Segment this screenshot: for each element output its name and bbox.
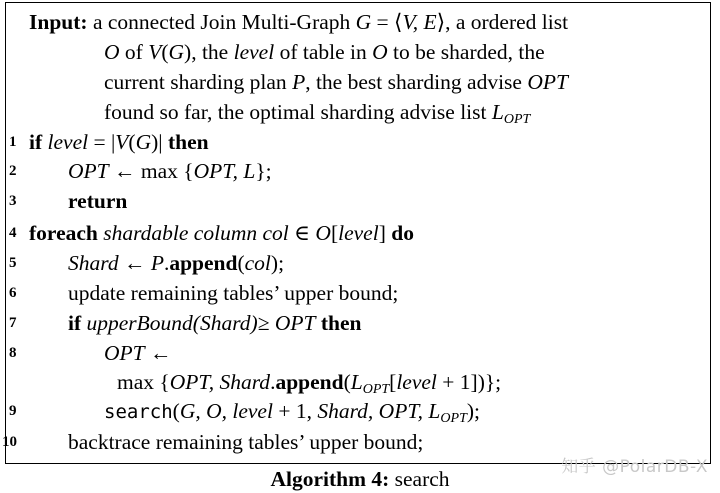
- algo-line-7: if upperBound(Shard)≥ OPT then: [68, 311, 362, 335]
- algo-line-9: search(G, O, level + 1, Shard, OPT, $L_{OPT}$);: [104, 399, 480, 426]
- input-line-3: current sharding plan P, the best sharding advise OPT: [104, 70, 568, 94]
- line-number-4: 4: [9, 225, 17, 241]
- input-label: Input:: [29, 10, 88, 34]
- input-line-1: Input: a connected Join Multi-Graph G = ⟨V, E⟩, a ordered list: [29, 10, 569, 34]
- line-number-3: 3: [9, 193, 17, 209]
- line-number-2: 2: [9, 163, 17, 179]
- watermark: 知乎 @PolarDB-X: [561, 457, 708, 477]
- line-number-9: 9: [9, 403, 17, 419]
- algo-line-8b: max {OPT, $Shard.append(L_{OPT}[level + 1])$};: [117, 370, 502, 397]
- line-number-10: 10: [2, 434, 17, 450]
- caption-name: search: [394, 467, 450, 491]
- algo-line-6: update remaining tables’ upper bound;: [68, 281, 399, 305]
- algo-line-2: OPT ← max {OPT, L};: [68, 159, 272, 183]
- algo-line-1: if level = |V(G)| then: [29, 130, 209, 154]
- input-line-2: O of V(G), the level of table in O to be sharded, the: [104, 40, 545, 64]
- algo-line-4: foreach shardable column col ∈ O[level] do: [29, 221, 414, 245]
- algo-line-8a: OPT ←: [104, 341, 172, 365]
- line-number-5: 5: [9, 255, 17, 271]
- caption-label: Algorithm 4:: [270, 467, 390, 491]
- algo-line-5: Shard ← P.append(col);: [68, 251, 285, 275]
- line-number-6: 6: [9, 285, 17, 301]
- line-number-8: 8: [9, 345, 17, 361]
- line-number-1: 1: [9, 134, 17, 150]
- input-line-4: found so far, the optimal sharding advise list $L_{OPT}$: [104, 100, 531, 127]
- algo-line-10: backtrace remaining tables’ upper bound;: [68, 430, 424, 454]
- algo-line-3: return: [68, 189, 128, 213]
- line-number-7: 7: [9, 315, 17, 331]
